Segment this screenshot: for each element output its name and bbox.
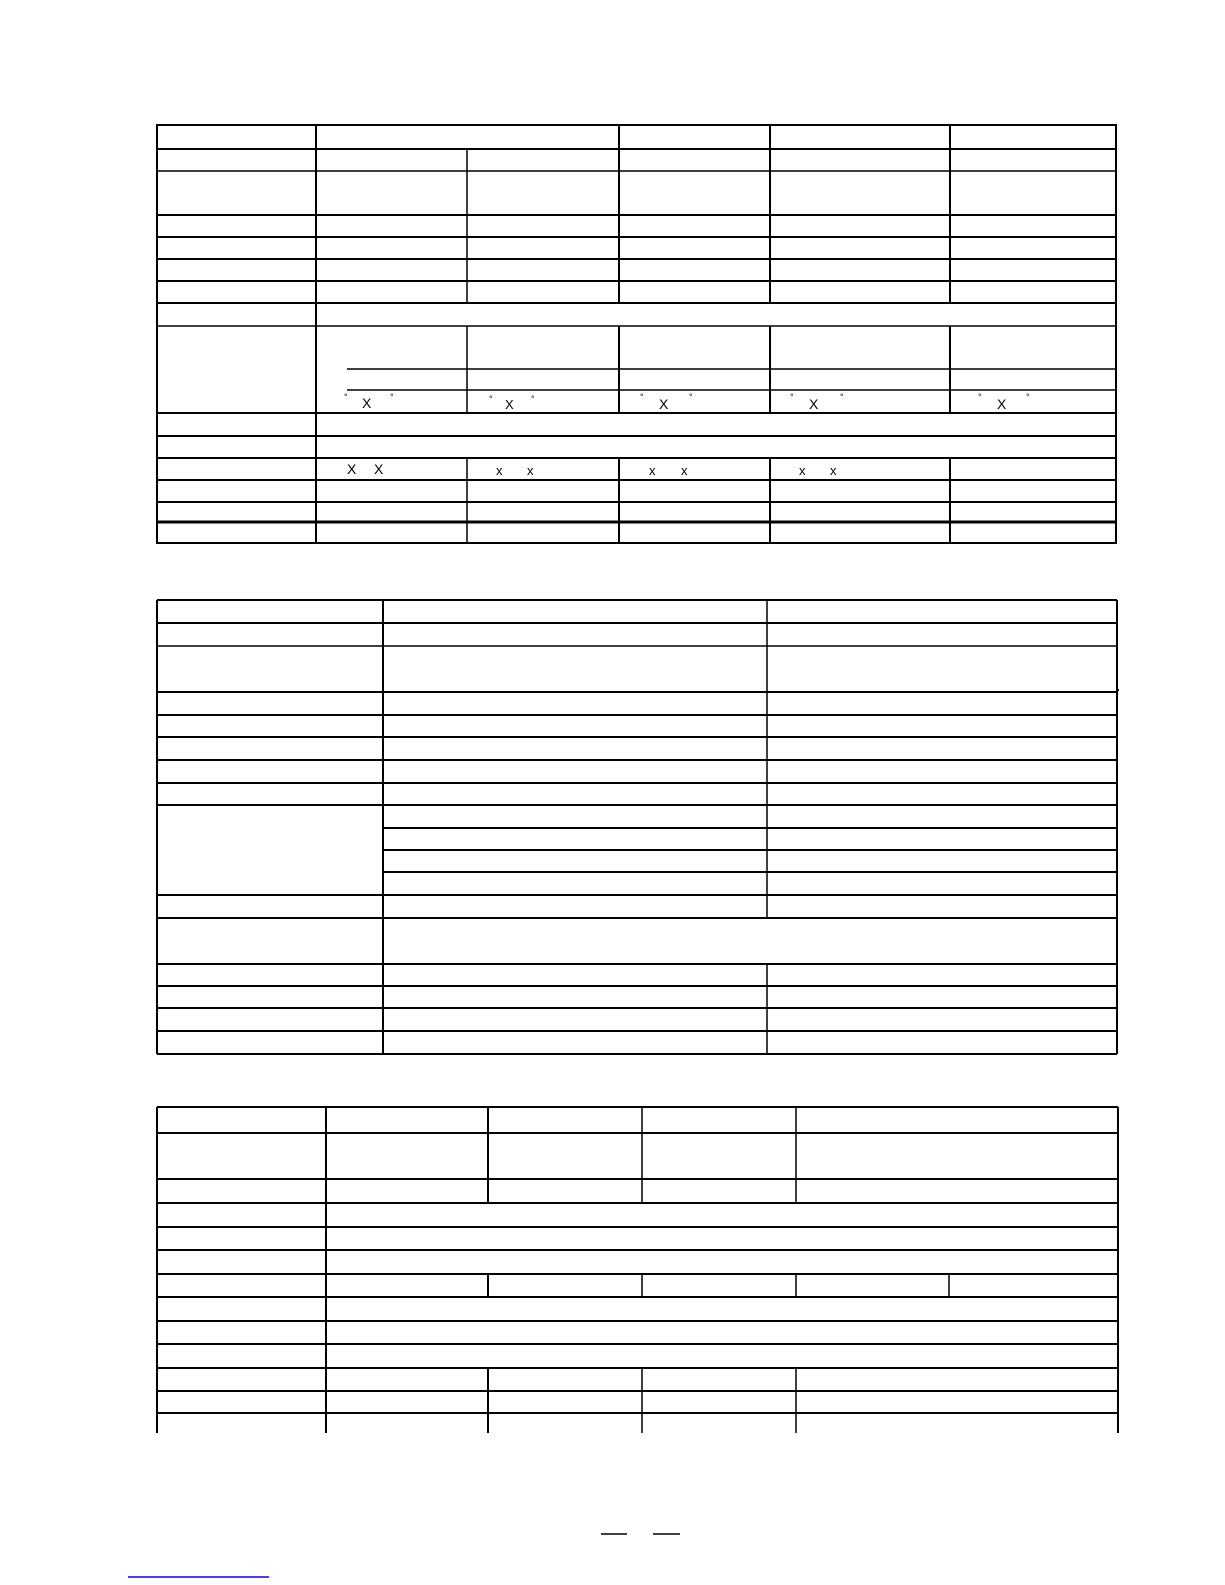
degree-mark: ° [1026,392,1030,402]
degree-mark: ° [390,392,394,402]
x-mark: X [809,396,819,412]
degree-mark: ° [978,392,982,402]
degree-mark: ° [489,394,493,404]
spec-table-2 [157,600,1119,1054]
degree-mark: ° [344,392,348,402]
x-mark: X [659,396,669,412]
spec-table-3 [157,1107,1118,1433]
x-mark: x [649,463,656,478]
degree-mark: ° [640,392,644,402]
spec-table-1 [157,125,1116,543]
degree-mark: ° [531,394,535,404]
x-mark: X [347,461,357,477]
x-mark: X [505,397,514,412]
x-mark: X [374,461,384,477]
x-mark: X [362,395,372,411]
degree-mark: ° [790,392,794,402]
degree-mark: ° [689,392,693,402]
degree-mark: ° [840,392,844,402]
x-mark: x [527,463,534,478]
x-mark: x [496,463,503,478]
x-mark: x [681,463,688,478]
x-mark: X [997,396,1007,412]
x-mark: x [799,463,806,478]
x-mark: x [830,463,837,478]
